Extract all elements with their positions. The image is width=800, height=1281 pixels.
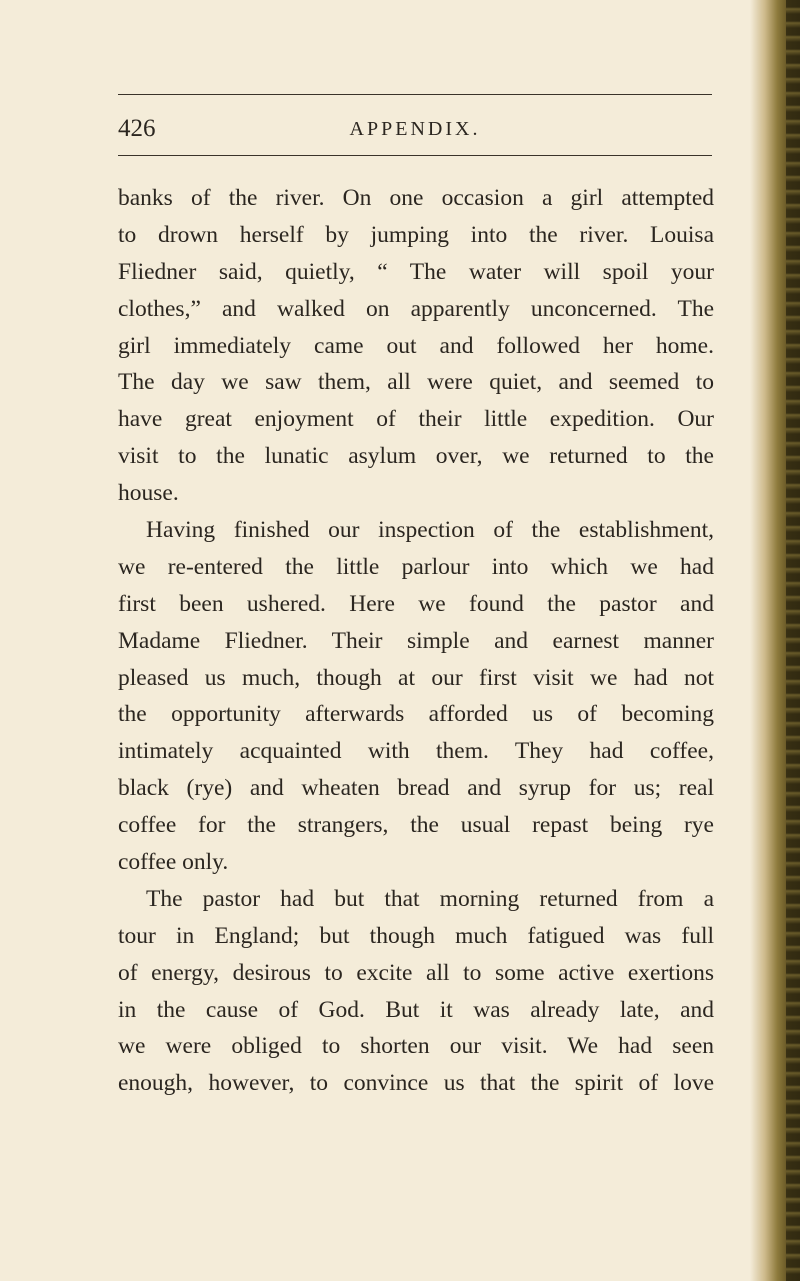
text-line: first been ushered. Here we found the pastor and [118,590,714,617]
text-line: we were obliged to shorten our visit. We had seen [118,1033,714,1060]
text-line: the opportunity afterwards afforded us of becoming [118,701,714,728]
paragraph-first-line: The pastor had but that morning returned from a [146,885,714,912]
text-line: Madame Fliedner. Their simple and earnest manner [118,627,714,654]
paragraph-end-line: coffee only. [118,849,229,876]
text-line: of energy, desirous to excite all to some active exertions [118,959,714,986]
text-line: visit to the lunatic asylum over, we returned to the [118,443,714,470]
text-line: in the cause of God. But it was already late, and [118,996,714,1023]
text-line: intimately acquainted with them. They had coffee, [118,738,714,765]
text-line: clothes,” and walked on apparently unconcerned. The [118,295,714,322]
text-line: The day we saw them, all were quiet, and seemed to [118,369,714,396]
book-spine-edge [786,0,800,1281]
body-text [118,180,714,1102]
page-number: 426 [118,115,156,142]
text-line: Fliedner said, quietly, “ The water will spoil your [118,258,714,285]
text-line: coffee for the strangers, the usual repast being rye [118,812,714,839]
text-line: to drown herself by jumping into the river. Louisa [118,221,714,248]
running-head [118,112,712,146]
text-line: banks of the river. On one occasion a girl attempted [118,185,714,211]
text-line: black (rye) and wheaten bread and syrup for us; real [118,775,714,802]
paragraph-end-line: house. [118,480,179,507]
header-top-rule [118,94,712,95]
running-title: APPENDIX. [349,118,481,140]
text-line: girl immediately came out and followed her home. [118,332,714,359]
text-line: we re-entered the little parlour into which we had [118,553,714,580]
text-line: enough, however, to convince us that the spirit of love [118,1070,714,1097]
paragraph-first-line: Having finished our inspection of the establishment, [146,517,714,544]
text-line: pleased us much, though at our first visit we had not [118,664,714,691]
text-line: have great enjoyment of their little expedition. Our [118,406,714,433]
header-bottom-rule [118,155,712,156]
text-line: tour in England; but though much fatigued was full [118,922,714,949]
